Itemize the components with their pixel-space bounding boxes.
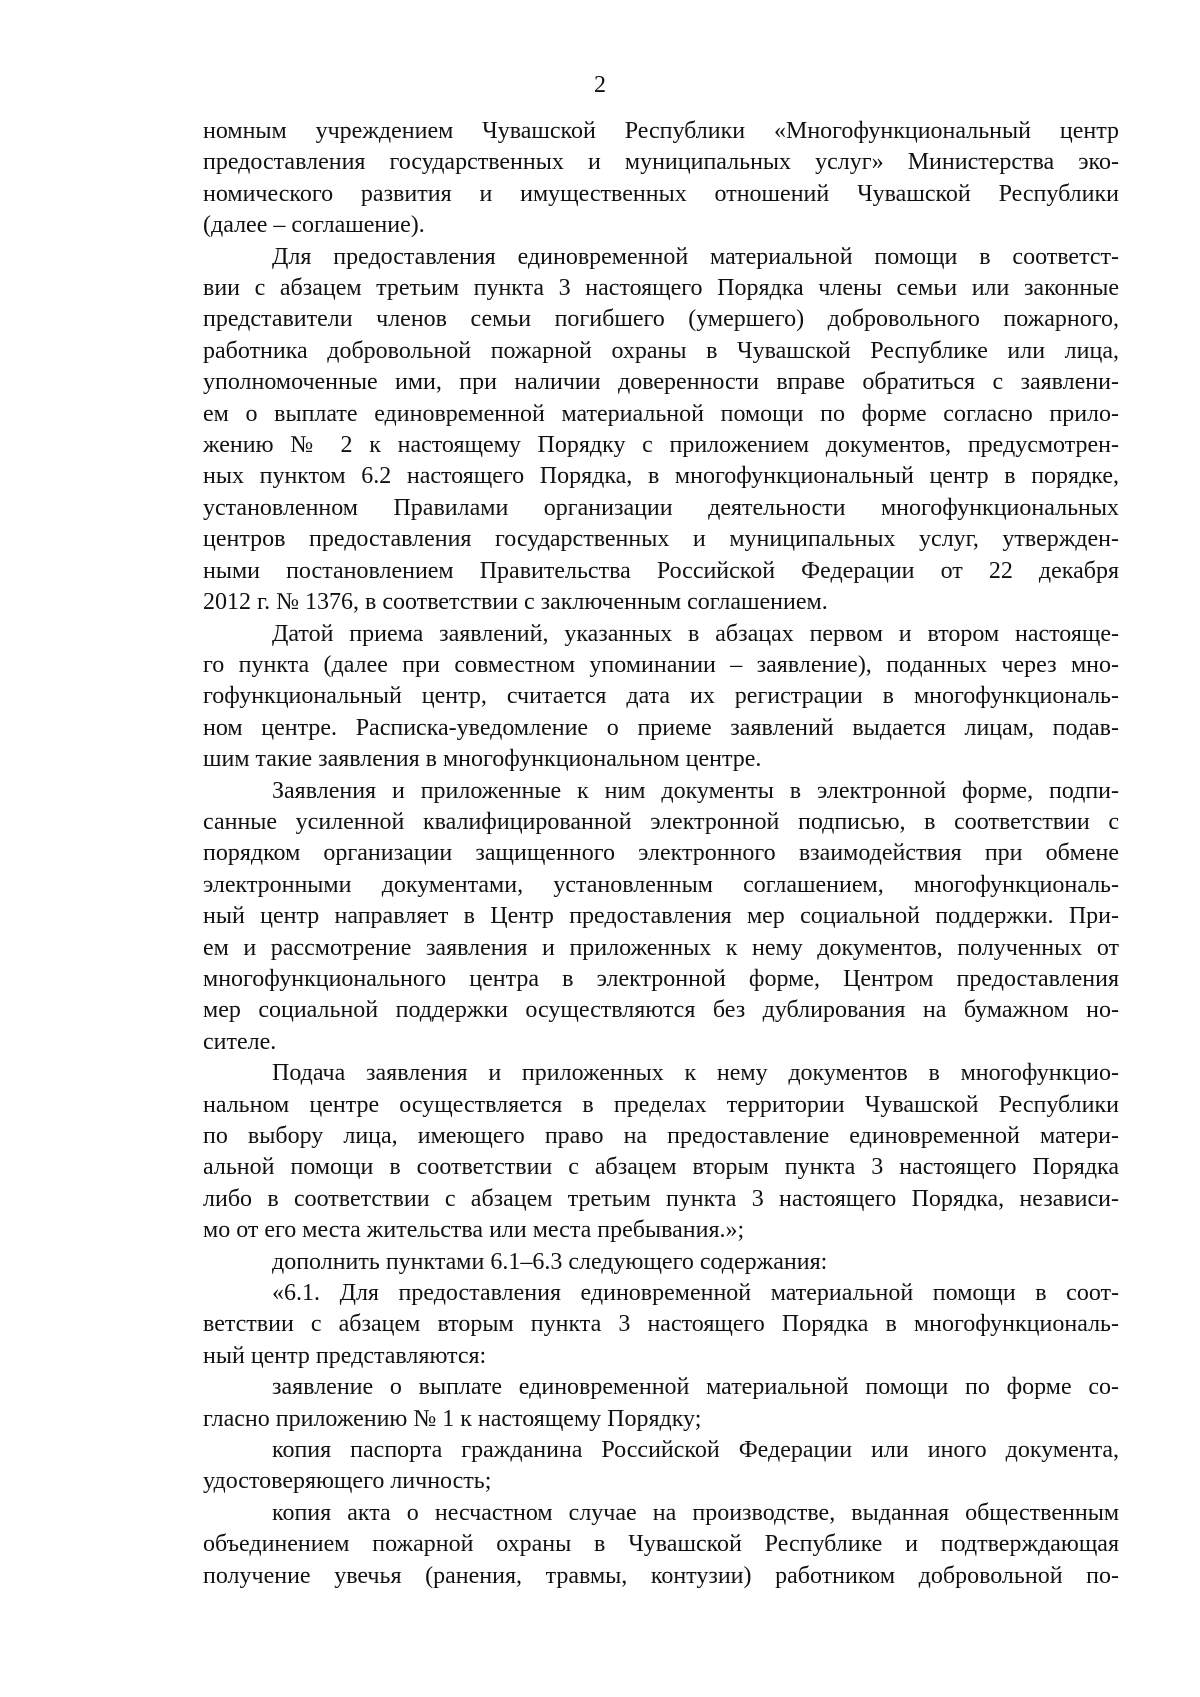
text-line: ный центр представляются: (203, 1342, 487, 1369)
text-line: шим такие заявления в многофункциональном центре. (203, 746, 762, 773)
text-line: жению № 2 к настоящему Порядку с приложением документов, предусмотрен- (203, 432, 1119, 459)
text-line: заявление о выплате единовременной материальной помощи по форме со- (272, 1374, 1119, 1401)
text-line: ных пунктом 6.2 настоящего Порядка, в многофункциональный центр в порядке, (203, 463, 1119, 490)
text-line: альной помощи в соответствии с абзацем вторым пункта 3 настоящего Порядка (203, 1154, 1119, 1181)
text-line: работника добровольной пожарной охраны в Чувашской Республике или лица, (203, 337, 1119, 364)
text-line: ном центре. Расписка-уведомление о приеме заявлений выдается лицам, подав- (203, 714, 1119, 741)
text-line: копия акта о несчастном случае на производстве, выданная общественным (272, 1499, 1119, 1526)
paragraph (203, 1278, 1119, 1372)
text-line: копия паспорта гражданина Российской Федерации или иного документа, (272, 1437, 1119, 1464)
text-line: санные усиленной квалифицированной электронной подписью, в соответствии с (203, 808, 1119, 835)
paragraph (203, 1372, 1119, 1435)
text-line: электронными документами, установленным соглашением, многофункциональ- (203, 871, 1119, 898)
text-line: объединением пожарной охраны в Чувашской Республике и подтверждающая (203, 1531, 1119, 1558)
text-line: номным учреждением Чувашской Республики «Многофункциональный центр (203, 118, 1119, 144)
text-line: ный центр направляет в Центр предоставления мер социальной поддержки. При- (203, 903, 1119, 930)
text-line: гласно приложению № 1 к настоящему Порядку; (203, 1405, 702, 1432)
text-line: получение увечья (ранения, травмы, контузии) работником добровольной по- (203, 1562, 1119, 1589)
text-line: мер социальной поддержки осуществляются без дублирования на бумажном но- (203, 997, 1119, 1024)
text-line: гофункциональный центр, считается дата их регистрации в многофункциональ- (203, 683, 1119, 710)
text-line: по выбору лица, имеющего право на предоставление единовременной матери- (203, 1123, 1119, 1149)
text-line: (далее – соглашение). (203, 212, 425, 239)
text-line: ем и рассмотрение заявления и приложенных к нему документов, полученных от (203, 934, 1119, 961)
paragraph (203, 1435, 1119, 1498)
text-line: Для предоставления единовременной материальной помощи в соответст- (272, 243, 1119, 270)
text-line: Заявления и приложенные к ним документы в электронной форме, подпи- (272, 777, 1119, 804)
paragraph (203, 116, 1119, 242)
text-line: Подача заявления и приложенных к нему документов в многофункцио- (272, 1060, 1119, 1087)
text-line: уполномоченные ими, при наличии доверенности вправе обратиться с заявлени- (203, 369, 1119, 396)
text-line: вии с абзацем третьим пункта 3 настоящего Порядка члены семьи или законные (203, 275, 1119, 302)
text-line: Датой приема заявлений, указанных в абзацах первом и втором настояще- (272, 620, 1119, 647)
text-line: ем о выплате единовременной материальной помощи по форме согласно прило- (203, 400, 1119, 427)
paragraph (203, 1247, 1119, 1278)
text-line: номического развития и имущественных отношений Чувашской Республики (203, 180, 1119, 207)
text-line: представители членов семьи погибшего (умершего) добровольного пожарного, (203, 306, 1119, 333)
text-line: предоставления государственных и муниципальных услуг» Министерства эко- (203, 149, 1119, 176)
text-line: многофункционального центра в электронной форме, Центром предоставления (203, 965, 1119, 992)
paragraph (203, 776, 1119, 1059)
text-line: 2012 г. № 1376, в соответствии с заключенным соглашением. (203, 589, 828, 616)
text-line: удостоверяющего личность; (203, 1468, 492, 1495)
text-line: порядком организации защищенного электронного взаимодействия при обмене (203, 840, 1119, 867)
text-line: го пункта (далее при совместном упоминании – заявление), поданных через мно- (203, 651, 1119, 678)
text-line: «6.1. Для предоставления единовременной материальной помощи в соот- (272, 1280, 1119, 1307)
paragraph (203, 242, 1119, 619)
text-line: центров предоставления государственных и муниципальных услуг, утвержден- (203, 526, 1119, 553)
text-line: дополнить пунктами 6.1–6.3 следующего содержания: (272, 1248, 828, 1275)
text-line: сителе. (203, 1028, 277, 1055)
text-line: мо от его места жительства или места пребывания.»; (203, 1217, 745, 1244)
document-body (203, 116, 1119, 1592)
page-number: 2 (594, 72, 606, 98)
paragraph (203, 1498, 1119, 1592)
text-line: ветствии с абзацем вторым пункта 3 настоящего Порядка в многофункциональ- (203, 1311, 1119, 1338)
paragraph (203, 619, 1119, 776)
paragraph (203, 1058, 1119, 1246)
text-line: установленном Правилами организации деятельности многофункциональных (203, 494, 1119, 521)
text-line: либо в соответствии с абзацем третьим пункта 3 настоящего Порядка, независи- (203, 1185, 1119, 1212)
text-line: ными постановлением Правительства Российской Федерации от 22 декабря (203, 557, 1119, 584)
text-line: нальном центре осуществляется в пределах территории Чувашской Республики (203, 1091, 1119, 1118)
